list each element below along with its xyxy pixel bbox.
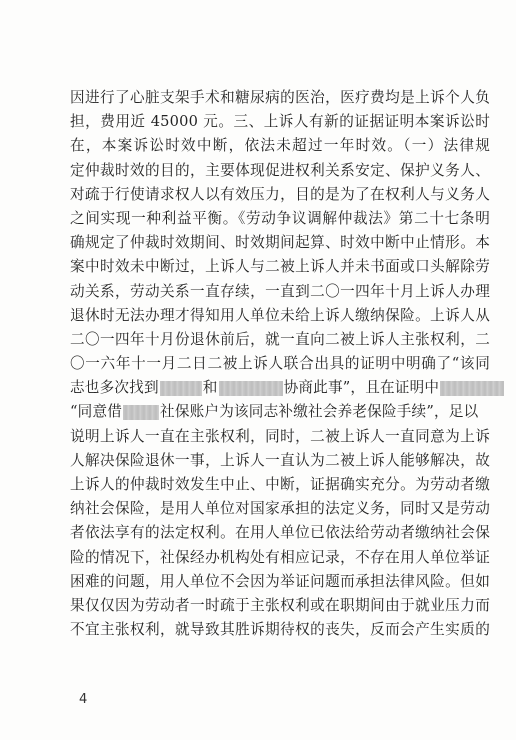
text-line: 之间实现一种利益平衡。《劳动争议调解仲裁法》第二十七条明 (70, 209, 490, 227)
text-segment: 协商此事”，且在证明中 (283, 379, 440, 397)
text-line-with-redactions (70, 400, 490, 424)
text-line: 人解决保险退休一事，上诉人一直认为二被上诉人能够解决，故 (70, 451, 490, 469)
text-line: 动关系，劳动关系一直存续，一直到二〇一四年十月上诉人办理 (70, 282, 490, 300)
text-segment: 社保账户为该同志补缴社会养老保险手续”，足以 (160, 403, 479, 421)
text-line: 说明上诉人一直在主张权利，同时，二被上诉人一直同意为上诉 (70, 427, 490, 445)
text-segment: 志也多次找到 (70, 379, 159, 397)
text-line: 困难的问题，用人单位不会因为举证问题而承担法律风险。但如 (70, 572, 490, 590)
body-text (70, 86, 490, 642)
page-number: 4 (79, 692, 88, 707)
text-line: 〇一六年十一月二日二被上诉人联合出具的证明中明确了“该同 (70, 355, 490, 373)
text-line: 担，费用近 45000 元。三、上诉人有新的证据证明本案诉讼时 (70, 113, 490, 131)
text-line: 退休时无法办理才得知用人单位未给上诉人缴纳保险。上诉人从 (70, 306, 490, 324)
text-line: 确规定了仲裁时效期间、时效期间起算、时效中断中止情形。本 (70, 234, 490, 252)
text-segment: “同意借 (70, 403, 123, 421)
text-line: 定仲裁时效的目的，主要体现促进权利关系安定、保护义务人、 (70, 161, 490, 179)
text-line: 不宜主张权利，就导致其胜诉期待权的丧失，反而会产生实质的 (70, 621, 490, 639)
text-line-with-redactions (70, 376, 490, 400)
text-line: 纳社会保险，是用人单位对国家承担的法定义务，同时又是劳动 (70, 500, 490, 518)
redaction-box (219, 381, 283, 396)
redaction-box (160, 381, 202, 396)
text-line: 上诉人的仲裁时效发生中止、中断，证据确实充分。为劳动者缴 (70, 476, 490, 493)
text-line: 险的情况下，社保经办机构处有相应记录，不存在用人单位举证 (70, 548, 490, 566)
text-line: 果仅仅因为劳动者一时疏于主张权利或在职期间由于就业压力而 (70, 596, 490, 614)
text-segment: 和 (202, 379, 218, 397)
redaction-box (123, 405, 159, 420)
text-line: 在，本案诉讼时效中断，依法未超过一年时效。（一）法律规 (70, 137, 490, 155)
redaction-box (440, 381, 504, 396)
text-line: 案中时效未中断过，上诉人与二被上诉人并未书面或口头解除劳 (70, 258, 490, 276)
text-line: 者依法享有的法定权利。在用人单位已依法给劳动者缴纳社会保 (70, 524, 490, 542)
text-line: 对疏于行使请求权人以有效压力，目的是为了在权利人与义务人 (70, 185, 490, 203)
text-line: 因进行了心脏支架手术和糖尿病的医治，医疗费均是上诉个人负 (70, 89, 490, 106)
text-line: 二〇一四年十月份退休前后，就一直向二被上诉人主张权利，二 (70, 330, 490, 348)
